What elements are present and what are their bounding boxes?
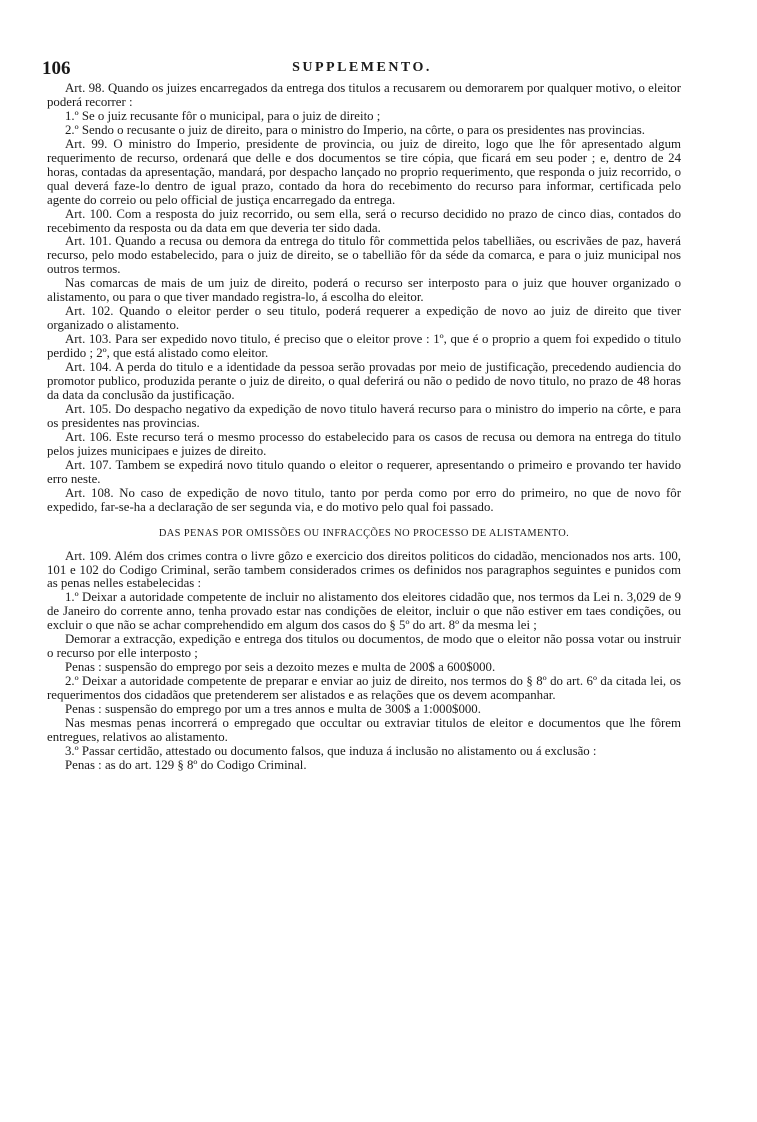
- page-header: [42, 58, 682, 82]
- article-107: Art. 107. Tambem se expedirá novo titulo quando o eleitor o requerer, apresentando o primeiro e provando ter havido erro neste.: [47, 457, 681, 486]
- article-105: Art. 105. Do despacho negativo da expedição de novo titulo haverá recurso para o ministro do imperio na côrte, e para os presidentes nas provincias.: [47, 401, 681, 430]
- article-98: Art. 98. Quando os juizes encarregados da entrega dos titulos a recusarem ou demorarem por qualquer motivo, o eleitor poderá recorrer :: [47, 81, 681, 109]
- article-109-item-1-paragraph: Demorar a extracção, expedição e entrega dos titulos ou documentos, de modo que o eleitor não possa votar ou instruir o recurso por elle interposto ;: [47, 632, 681, 661]
- article-99: Art. 99. O ministro do Imperio, presidente de provincia, ou juiz de direito, logo que lhe fôr apresentado algum requerimento de recurso, ordenará que delle e dos documentos se tire cópia, que ficará em seu poder ; e, dentro de 24 horas, contadas da apresentação, mandará, por despacho lançado no proprio requerimento, que responda o juiz recorrido, o qual deverá faze-lo dentro de igual prazo, contado da hora do recebimento do recurso para informar, certificada pelo agente do correio ou pelo official de justiça encarregado da entrega.: [47, 136, 681, 207]
- body-text: [47, 82, 681, 773]
- article-102: Art. 102. Quando o eleitor perder o seu titulo, poderá requerer a expedição de novo ao juiz de direito que tiver organizado o alistamento.: [47, 304, 681, 333]
- article-109-item-3: 3.º Passar certidão, attestado ou documento falsos, que induza á inclusão no alistamento ou á exclusão :: [65, 743, 597, 758]
- page-number: 106: [42, 58, 71, 79]
- article-104: Art. 104. A perda do titulo e a identidade da pessoa serão provadas por meio de justificação, precedendo audiencia do promotor publico, produzida perante o juiz de direito, o qual deferirá ou não o pedido de novo titulo, no prazo de 48 horas da data da conclusão da justificação.: [47, 360, 681, 402]
- article-98-item-1: 1.º Se o juiz recusante fôr o municipal, para o juiz de direito ;: [65, 108, 381, 123]
- penalty-item-3: Penas : as do art. 129 § 8º do Codigo Criminal.: [65, 757, 307, 772]
- running-title: SUPPLEMENTO.: [292, 60, 432, 75]
- article-101: Art. 101. Quando a recusa ou demora da entrega do titulo fôr commettida pelos tabelliães, ou escrivães de paz, haverá recurso, pelo modo estabelecido, para o juiz de direito, se o tabellião fôr da séde da comarca, e para o juiz municipal nos outros termos.: [47, 234, 681, 277]
- article-109-item-2: 2.º Deixar a autoridade competente de preparar e enviar ao juiz de direito, nos termos do § 8º do art. 6º da citada lei, os requerimentos dos cidadãos que pretenderem ser alistados e as relações que os devem acompanhar.: [47, 674, 681, 703]
- article-98-item-2: 2.º Sendo o recusante o juiz de direito, para o ministro do Imperio, na côrte, o para os presidentes nas provincias.: [65, 122, 646, 137]
- article-108: Art. 108. No caso de expedição de novo titulo, tanto por perda como por erro do primeiro, no que de novo fôr expedido, far-se-ha a declaração de ser segunda via, e do motivo pelo qual foi passado.: [47, 485, 681, 514]
- section-heading: DAS PENAS POR OMISSÕES OU INFRACÇÕES NO PROCESSO DE ALISTAMENTO.: [158, 527, 570, 539]
- penalty-item-1: Penas : suspensão do emprego por seis a dezoito mezes e multa de 200$ a 600$000.: [65, 660, 496, 675]
- article-106: Art. 106. Este recurso terá o mesmo processo do estabelecido para os casos de recusa ou demora na entrega do titulo pelos juizes municipaes e juizes de direito.: [47, 429, 681, 458]
- article-109-item-1: 1.º Deixar a autoridade competente de incluir no alistamento dos eleitores cidadão que, nos termos da Lei n. 3,029 de 9 de Janeiro do corrente anno, tenha provado estar nas condições de eleitor, incluir o que não estiver em taes condições, ou excluir o que não se achar comprehendido em algum dos casos do § 5º do art. 8º da mesma lei ;: [47, 590, 681, 633]
- penalty-item-2: Penas : suspensão do emprego por um a tres annos e multa de 300$ a 1:000$000.: [65, 702, 481, 717]
- article-103: Art. 103. Para ser expedido novo titulo, é preciso que o eleitor prove : 1º, que é o proprio a quem foi expedido o titulo perdido ; 2º, que está alistado como eleitor.: [47, 332, 681, 361]
- article-109-item-2-paragraph: Nas mesmas penas incorrerá o empregado que occultar ou extraviar titulos de eleitor e documentos que lhe fôrem entregues, relativos ao alistamento.: [47, 715, 681, 744]
- article-100: Art. 100. Com a resposta do juiz recorrido, ou sem ella, será o recurso decidido no prazo de cinco dias, contados do recebimento da resposta ou da data em que deveria ter sido dada.: [47, 206, 681, 235]
- article-109: Art. 109. Além dos crimes contra o livre gôzo e exercicio dos direitos politicos do cidadão, mencionados nos arts. 100, 101 e 102 do Codigo Criminal, serão tambem considerados crimes os definidos nos paragraphos seguintes e punidos com as penas nelles estabelecidas :: [47, 548, 681, 591]
- article-101-paragraph: Nas comarcas de mais de um juiz de direito, poderá o recurso ser interposto para o juiz que houver organizado o alistamento, ou para o que tiver mandado registra-lo, á escolha do eleitor.: [47, 276, 681, 305]
